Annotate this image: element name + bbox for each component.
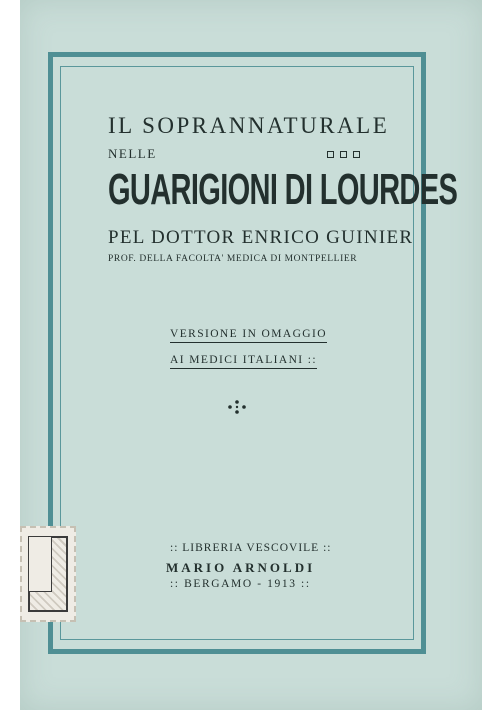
title-line-2: NELLE (108, 146, 157, 161)
edition-note-line-1: VERSIONE IN OMAGGIO (170, 328, 327, 343)
library-stamp (20, 526, 76, 622)
author-affiliation: PROF. DELLA FACOLTA' MEDICA DI MONTPELLIER (108, 254, 358, 264)
fleuron-ornament-icon (226, 398, 248, 416)
stamp-label-area (28, 536, 52, 592)
publisher-name: MARIO ARNOLDI (166, 560, 316, 575)
main-title: GUARIGIONI DI LOURDES (108, 165, 458, 214)
title-line-1: IL SOPRANNATURALE (108, 113, 390, 138)
publication-place-year: :: BERGAMO - 1913 :: (170, 578, 311, 590)
edition-note-line-2: AI MEDICI ITALIANI :: (170, 354, 317, 369)
publisher-line: :: LIBRERIA VESCOVILE :: (170, 542, 332, 554)
author-name: PEL DOTTOR ENRICO GUINIER (108, 227, 414, 248)
square-ornament-icon (327, 151, 360, 158)
